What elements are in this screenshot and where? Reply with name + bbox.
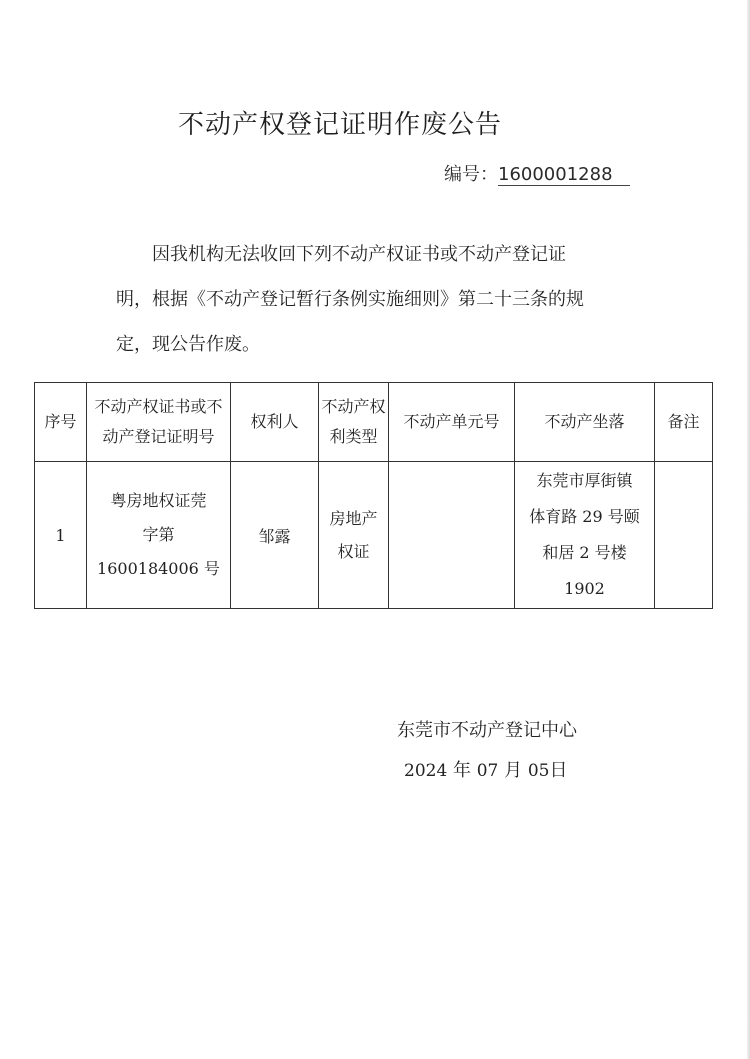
header-right-type	[319, 383, 389, 462]
header-note: 备注	[655, 383, 713, 462]
notice-title: 不动产权登记证明作废公告	[177, 110, 502, 140]
header-certificate-line-2: 动产登记证明号	[102, 427, 215, 446]
document-number	[444, 160, 630, 186]
cell-certificate-line-1: 粤房地权证莞	[110, 491, 207, 510]
cell-location-line-2: 体育路 29 号颐	[529, 507, 640, 526]
notice-body	[116, 232, 656, 367]
issuer-name: 东莞市不动产登记中心	[397, 720, 577, 741]
cell-seq: 1	[35, 462, 87, 609]
table-header-row	[35, 383, 713, 462]
issue-date-month: 07	[476, 761, 499, 781]
issue-date-day: 05	[527, 761, 550, 781]
issue-date	[404, 756, 567, 782]
header-holder: 权利人	[231, 383, 319, 462]
cell-right-type	[319, 462, 389, 609]
issue-date-year: 2024	[404, 761, 448, 781]
cell-certificate-number	[87, 462, 231, 609]
issue-date-day-unit: 日	[549, 760, 568, 781]
void-certificate-table	[34, 382, 713, 609]
header-unit-number: 不动产单元号	[389, 383, 515, 462]
header-seq: 序号	[35, 383, 87, 462]
issue-date-month-unit: 月	[504, 760, 523, 781]
cell-location-line-3: 和居 2 号楼	[542, 543, 627, 562]
cell-location-line-4: 1902	[564, 579, 605, 598]
notice-body-line-1: 因我机构无法收回下列不动产权证书或不动产登记证	[152, 244, 566, 265]
cell-certificate-line-3: 1600184006 号	[97, 559, 220, 578]
header-location: 不动产坐落	[515, 383, 655, 462]
header-certificate-line-1: 不动产权证书或不	[94, 397, 223, 416]
cell-right-type-line-2: 权证	[337, 542, 370, 561]
cell-location-line-1: 东莞市厚街镇	[536, 471, 633, 490]
header-right-type-line-1: 不动产权	[321, 397, 386, 416]
cell-unit-number	[389, 462, 515, 609]
cell-location	[515, 462, 655, 609]
table-row	[35, 462, 713, 609]
header-certificate-number	[87, 383, 231, 462]
notice-body-line-2: 明，根据《不动产登记暂行条例实施细则》第二十三条的规	[116, 289, 584, 310]
header-right-type-line-2: 利类型	[329, 427, 378, 446]
cell-note	[655, 462, 713, 609]
cell-certificate-line-2: 字第	[142, 525, 175, 544]
cell-right-type-line-1: 房地产	[329, 509, 378, 528]
notice-body-line-3: 定，现公告作废。	[116, 334, 260, 355]
document-number-label: 编号：	[444, 164, 498, 185]
document-number-value: 1600001288	[498, 164, 630, 186]
issue-date-year-unit: 年	[453, 760, 471, 781]
cell-holder: 邹露	[231, 462, 319, 609]
